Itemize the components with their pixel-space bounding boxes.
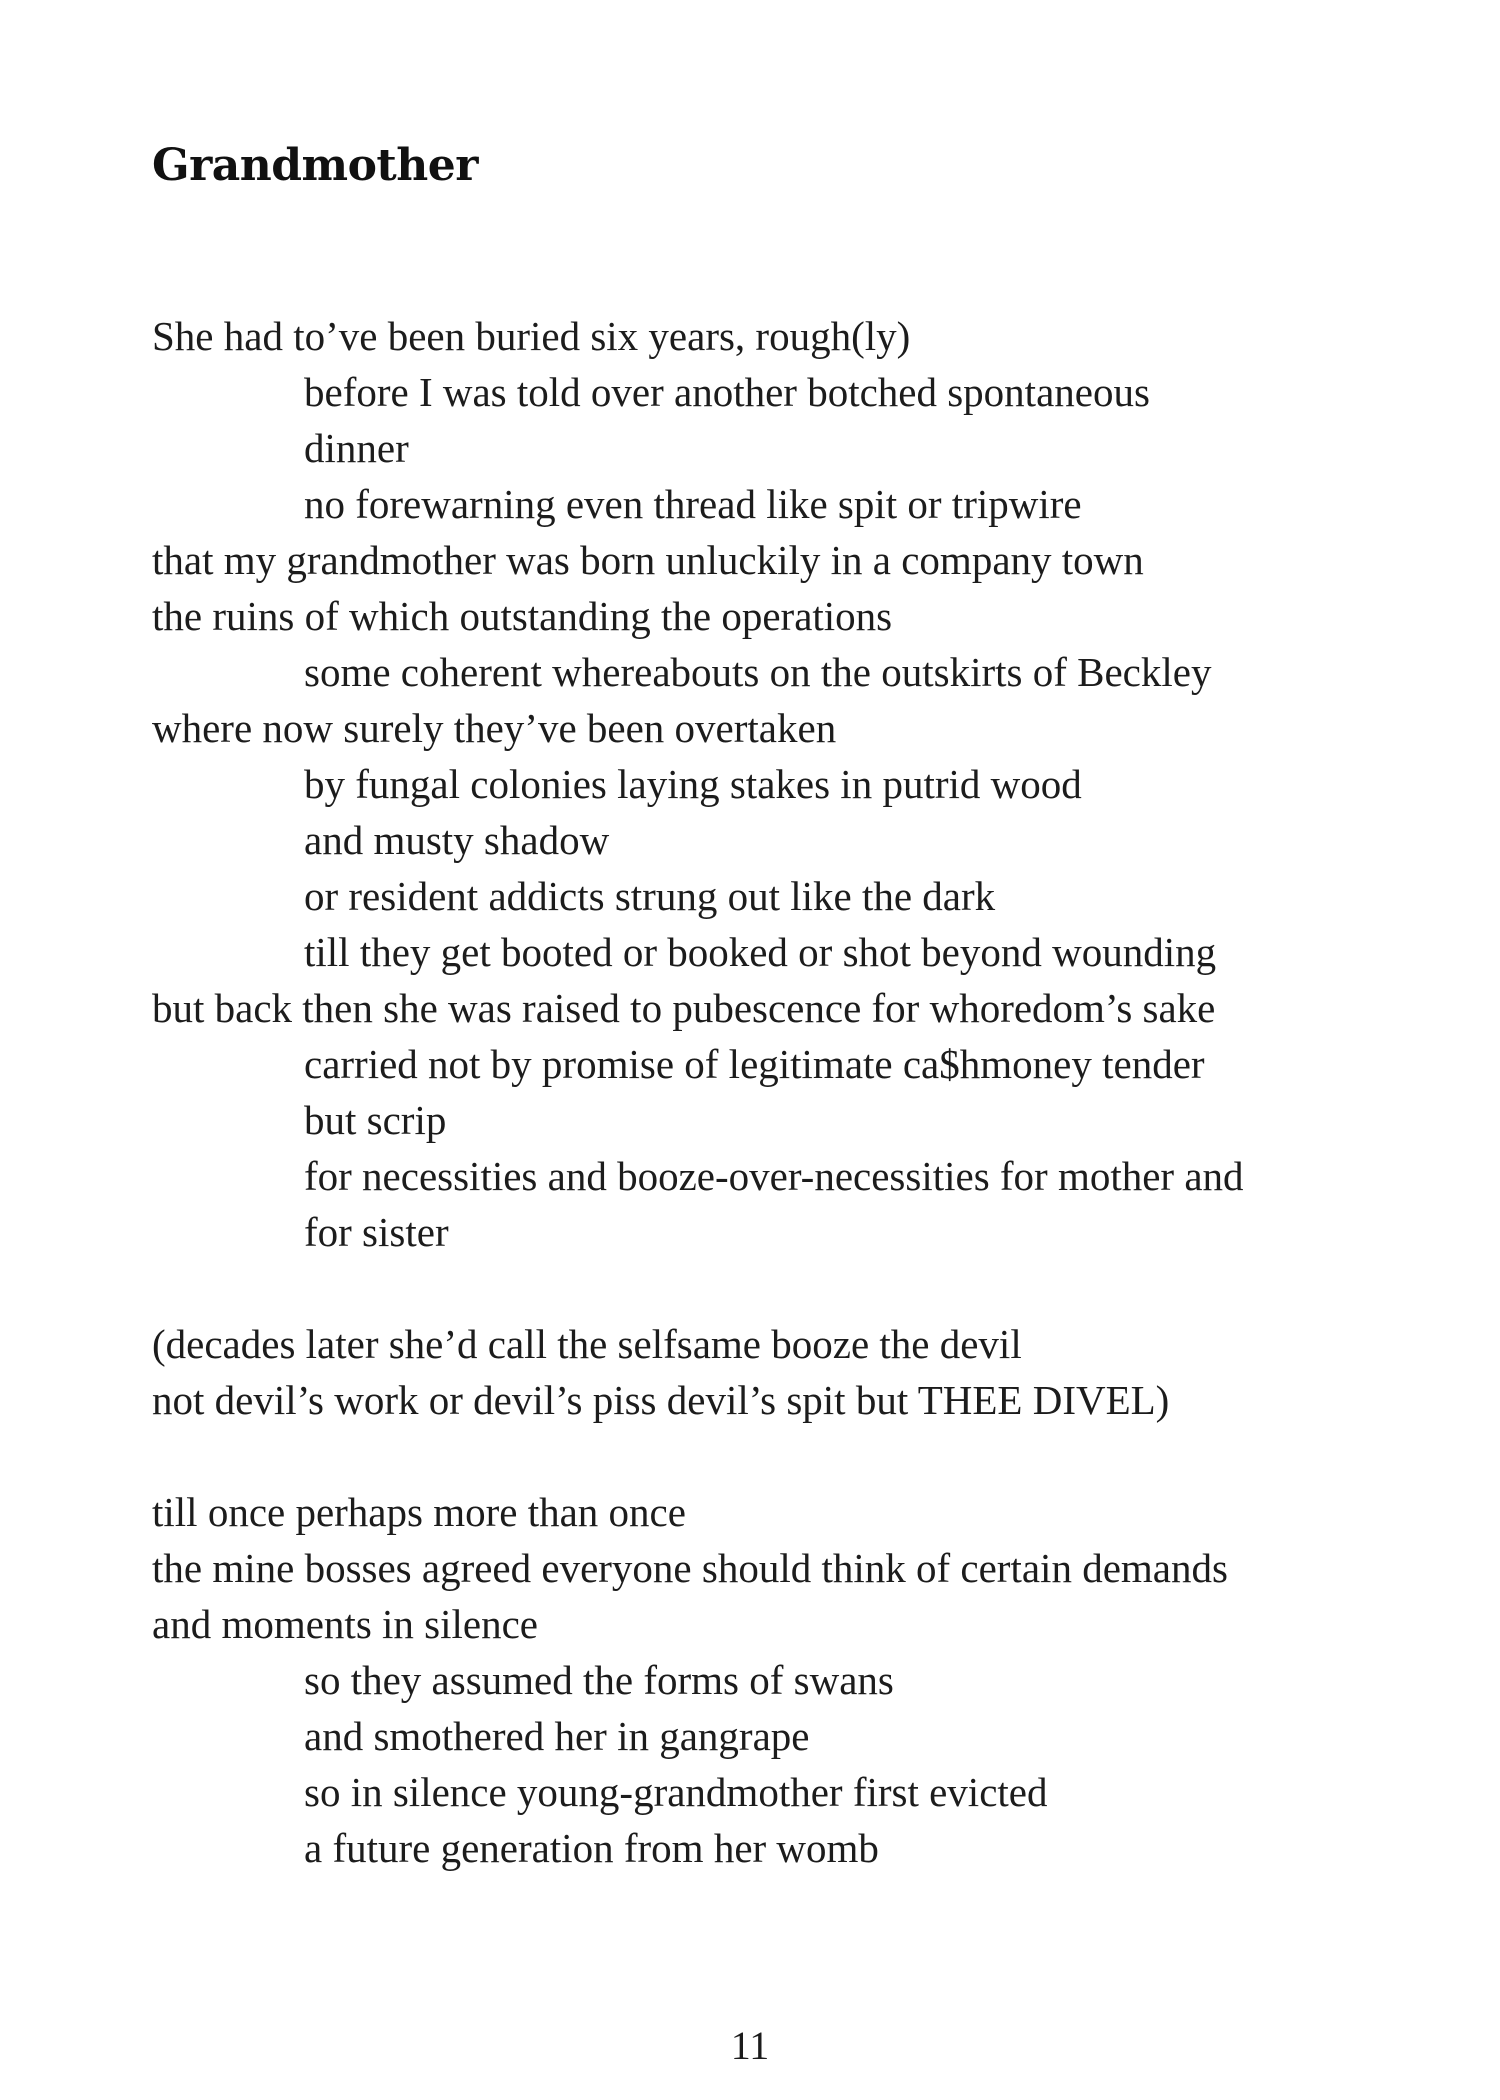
poem-line: but back then she was raised to pubescence for whoredom’s sake: [152, 985, 1216, 1031]
poem-line: till they get booted or booked or shot beyond wounding: [304, 929, 1217, 975]
poem-line: but scrip: [304, 1097, 447, 1143]
poem-line: or resident addicts strung out like the dark: [304, 873, 996, 919]
poem-line: (decades later she’d call the selfsame booze the devil: [152, 1321, 1022, 1367]
poem-line: not devil’s work or devil’s piss devil’s spit but THEE DIVEL): [152, 1377, 1170, 1423]
stanza-1: [152, 308, 1402, 1260]
stanza-break: [152, 1428, 1402, 1484]
poem-line: carried not by promise of legitimate ca$hmoney tender: [304, 1041, 1205, 1087]
poem-line: and smothered her in gangrape: [304, 1713, 810, 1759]
poem-line: dinner: [304, 425, 409, 471]
poem-line: by fungal colonies laying stakes in putrid wood: [304, 761, 1082, 807]
poem-line: no forewarning even thread like spit or tripwire: [304, 481, 1082, 527]
poem-line: She had to’ve been buried six years, rough(ly): [152, 313, 911, 359]
stanza-3: [152, 1484, 1402, 1876]
stanza-2: [152, 1316, 1402, 1428]
poem-body: [152, 308, 1402, 1876]
poem-title: Grandmother: [152, 140, 478, 191]
poem-line: so in silence young-grandmother first evicted: [304, 1769, 1048, 1815]
poem-line: and musty shadow: [304, 817, 610, 863]
poem-line: before I was told over another botched spontaneous: [304, 369, 1150, 415]
page-number: 11: [730, 2023, 770, 2068]
poem-line: for necessities and booze-over-necessities for mother and: [304, 1153, 1244, 1199]
stanza-break: [152, 1260, 1402, 1316]
poem-line: that my grandmother was born unluckily in a company town: [152, 537, 1144, 583]
poem-line: so they assumed the forms of swans: [304, 1657, 894, 1703]
poem-line: where now surely they’ve been overtaken: [152, 705, 837, 751]
poem-line: some coherent whereabouts on the outskirts of Beckley: [304, 649, 1212, 695]
poem-line: till once perhaps more than once: [152, 1489, 686, 1535]
poem-line: for sister: [304, 1209, 449, 1255]
poem-line: and moments in silence: [152, 1601, 538, 1647]
poem-line: the ruins of which outstanding the operations: [152, 593, 893, 639]
poem-line: the mine bosses agreed everyone should think of certain demands: [152, 1545, 1228, 1591]
poem-line: a future generation from her womb: [304, 1825, 879, 1871]
